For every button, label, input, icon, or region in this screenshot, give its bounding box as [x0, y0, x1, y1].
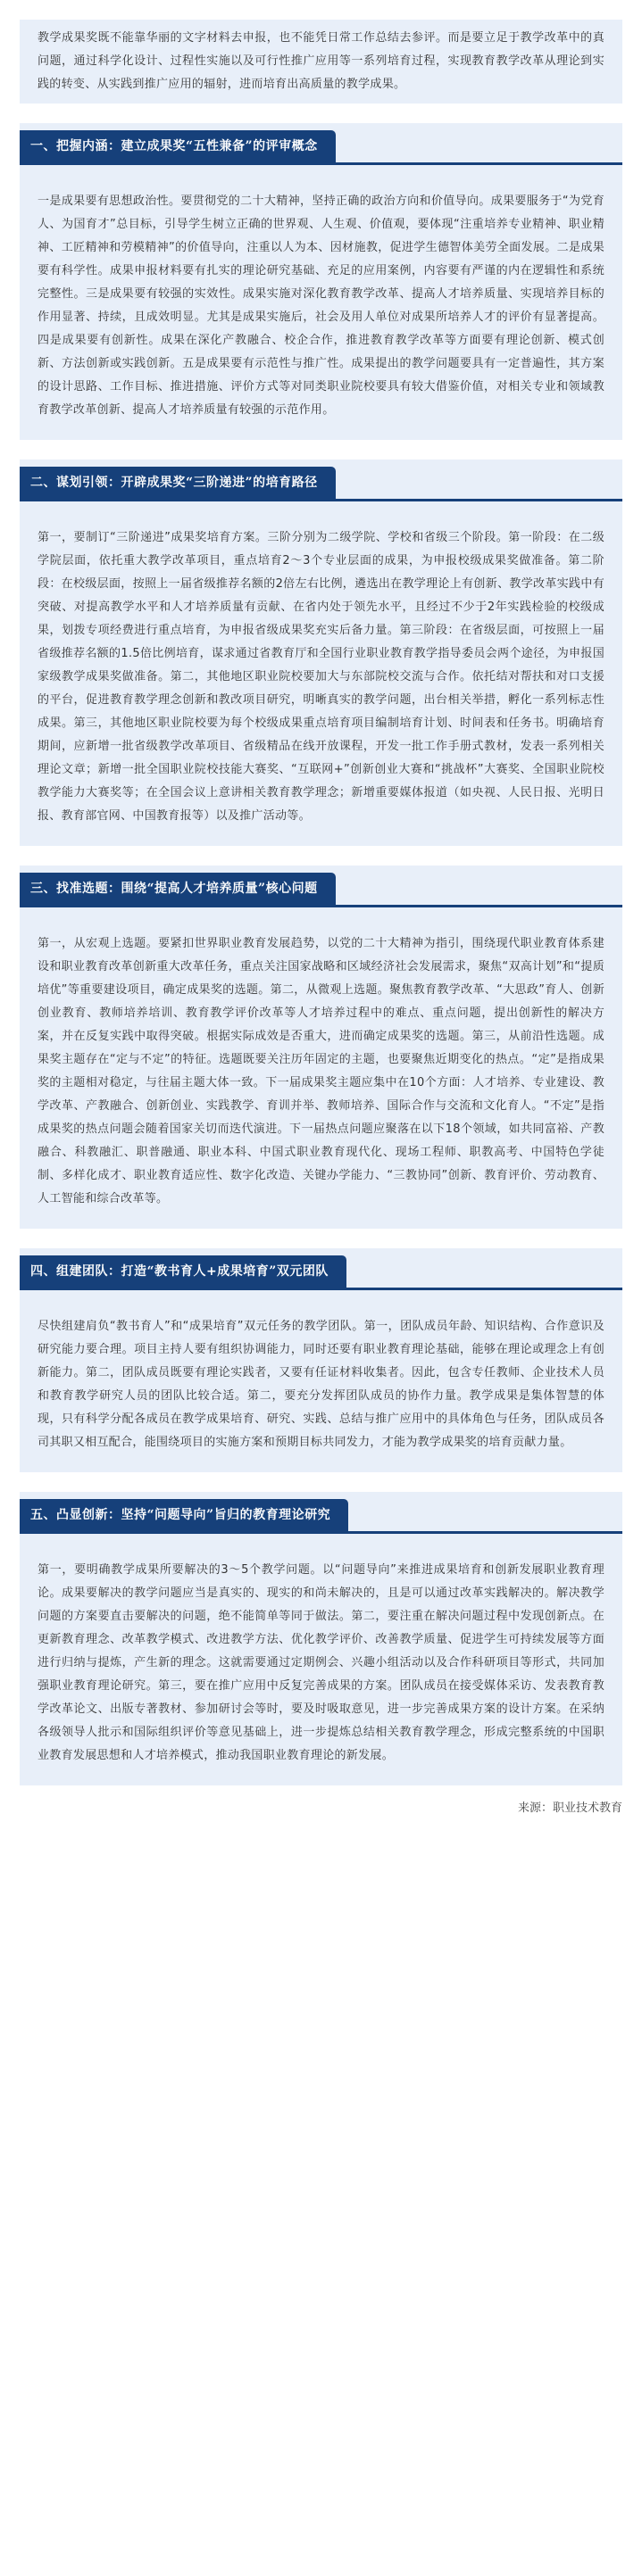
section-paragraph: 第一，要制订“三阶递进”成果奖培育方案。三阶分别为二级学院、学校和省级三个阶段。第一阶段：在二级学院层面，依托重大教学改革项目，重点培育2～3个专业层面的成果，为申报校级成果奖做准备。第二阶段：在校级层面，按照上一届省级推荐名额的2倍左右比例，遴选出在教学理论上有创新、教学改革实践中有突破、对提高教学水平和人才培养质量有贡献、在省内处于领先水平，且经过不少于2年实践检验的校级成果，划拨专项经费进行重点培育，为申报省级成果奖充实后备力量。第三阶段：在省级层面，可按照上一届省级推荐名额的1.5倍比例培育，谋求通过省教育厅和全国行业职业教育教学指导委员会两个途径，为申报国家级教学成果奖做准备。第二，其他地区职业院校要加大与东部院校交流与合作。依托结对帮扶和对口支援的平台，促进教育教学理念创新和教改项目研究，明晰真实的教学问题，出台相关举措，孵化一系列标志性成果。第三，其他地区职业院校要为每个校级成果重点培育项目编制培育计划、时间表和任务书。明确培育期间，应新增一批省级教学改革项目、省级精品在线开放课程，开发一批工作手册式教材，发表一系列相关理论文章；新增一批全国职业院校技能大赛奖、“互联网+”创新创业大赛和“挑战杯”大赛奖、全国职业院校教学能力大赛奖等；在全国会议上意讲相关教育教学理念；新增重要媒体报道（如央视、人民日报、光明日报、教育部官网、中国教育报等）以及推广活动等。	[38, 531, 604, 823]
section-heading-4: 四、组建团队：打造“教书育人+成果培育”双元团队	[20, 1255, 346, 1288]
intro-block	[20, 20, 622, 104]
section-heading-2: 二、谋划引领：开辟成果奖“三阶递进”的培育路径	[20, 467, 336, 499]
section-body-5	[20, 1534, 622, 1785]
section-body-2	[20, 501, 622, 846]
section-paragraph: 第一，从宏观上选题。要紧扣世界职业教育发展趋势，以党的二十大精神为指引，围绕现代职业教育体系建设和职业教育改革创新重大改革任务，重点关注国家战略和区域经济社会发展需求，聚焦“双高计划”和“提质培优”等重要建设项目，确定成果奖的选题。第二，从微观上选题。聚焦教育教学改革、“大思政”育人、创新创业教育、教师培养培训、教育教学评价改革等人才培养过程中的难点、重点问题，提出创新性的解决方案，并在反复实践中取得突破。根据实际成效是否重大，进而确定成果奖的选题。第三，从前沿性选题。成果奖主题存在“定与不定”的特征。选题既要关注历年固定的主题，也要聚焦近期变化的热点。“定”是指成果奖的主题相对稳定，与往届主题大体一致。下一届成果奖主题应集中在10个方面：人才培养、专业建设、教学改革、产教融合、创新创业、实践教学、育训并举、教师培养、国际合作与交流和文化育人。“不定”是指成果奖的热点问题会随着国家关切而迭代演进。下一届热点问题应聚落在以下18个领域，如共同富裕、产教融合、科教融汇、职普融通、职业本科、中国式职业教育现代化、现场工程师、职教高考、中国特色学徒制、多样化成才、职业教育适应性、数字化改造、关键办学能力、“三教协同”创新、教育评价、劳动教育、人工智能和综合改革等。	[38, 937, 604, 1205]
section-paragraph: 一是成果要有思想政治性。要贯彻党的二十大精神，坚持正确的政治方向和价值导向。成果要服务于“为党育人、为国育才”总目标，引导学生树立正确的世界观、人生观、价值观，要体现“注重培养专业精神、职业精神、工匠精神和劳模精神”的价值导向，注重以人为本、因材施教，促进学生德智体美劳全面发展。二是成果要有科学性。成果申报材料要有扎实的理论研究基础、充足的应用案例，内容要有严谨的内在逻辑性和系统完整性。三是成果要有较强的实效性。成果实施对深化教育教学改革、提高人才培养质量、实现培养目标的作用显著、持续，且成效明显。尤其是成果实施后，社会及用人单位对成果所培养人才的评价有显著提高。四是成果要有创新性。成果在深化产教融合、校企合作，推进教育教学改革等方面要有理论创新、模式创新、方法创新或实践创新。五是成果要有示范性与推广性。成果提出的教学问题要具有一定普遍性，其方案的设计思路、工作目标、推进措施、评价方式等对同类职业院校要具有较大借鉴价值，对相关专业和领域教育教学改革创新、提高人才培养质量有较强的示范作用。	[38, 195, 604, 417]
section-heading-3: 三、找准选题：围绕“提高人才培养质量”核心问题	[20, 873, 336, 905]
section-heading-bar-4	[20, 1248, 622, 1290]
section-paragraph: 第一，要明确教学成果所要解决的3～5个教学问题。以“问题导向”来推进成果培育和创新发展职业教育理论。成果要解决的教学问题应当是真实的、现实的和尚未解决的，且是可以通过改革实践解决的。解决教学问题的方案要直击要解决的问题，绝不能简单等同于做法。第二，要注重在解决问题过程中发现创新点。在更新教育理念、改革教学模式、改进教学方法、优化教学评价、改善教学质量、促进学生可持续发展等方面进行归纳与提炼，产生新的理念。这就需要通过定期例会、兴趣小组活动以及合作科研项目等形式，共同加强职业教育理论研究。第三，要在推广应用中反复完善成果的方案。团队成员在接受媒体采访、发表教育教学改革论文、出版专著教材、参加研讨会等时，要及时吸取意见，进一步完善成果方案的设计方案。在采纳各级领导人批示和国际组织评价等意见基础上，进一步提炼总结相关教育教学理念，形成完整系统的中国职业教育发展思想和人才培养模式，推动我国职业教育理论的新发展。	[38, 1563, 604, 1762]
section-body-1	[20, 165, 622, 440]
section-heading-bar-3	[20, 866, 622, 907]
section-body-4	[20, 1290, 622, 1472]
section-heading-bar-5	[20, 1492, 622, 1534]
section-heading-bar-2	[20, 460, 622, 501]
source-credit: 来源：职业技术教育	[517, 1802, 622, 1815]
section-paragraph: 尽快组建肩负“教书育人”和“成果培育”双元任务的教学团队。第一，团队成员年龄、知识结构、合作意识及研究能力要合理。项目主持人要有组织协调能力，同时还要有职业教育理论基础，能够在理论或理念上有创新能力。第二，团队成员既要有理论实践者，又要有任证材料收集者。因此，包含专任教师、企业技术人员和教育教学研究人员的团队比较合适。第二，要充分发挥团队成员的协作力量。教学成果是集体智慧的体现，只有科学分配各成员在教学成果培育、研究、实践、总结与推广应用中的具体角色与任务，团队成员各司其职又相互配合，能围绕项目的实施方案和预期目标共同发力，才能为教学成果奖的培育贡献力量。	[38, 1320, 604, 1449]
section-heading-bar-1	[20, 123, 622, 165]
intro-paragraph: 教学成果奖既不能靠华丽的文字材料去申报，也不能凭日常工作总结去参评。而是要立足于教学改革中的真问题，通过科学化设计、过程性实施以及可行性推广应用等一系列培育过程，实现教育教学改革从理论到实践的转变、从实践到推广应用的辐射，进而培育出高质量的教学成果。	[38, 31, 604, 91]
section-heading-5: 五、凸显创新：坚持“问题导向”旨归的教育理论研究	[20, 1499, 348, 1531]
section-heading-1: 一、把握内涵：建立成果奖“五性兼备”的评审概念	[20, 130, 336, 162]
section-body-3	[20, 907, 622, 1229]
